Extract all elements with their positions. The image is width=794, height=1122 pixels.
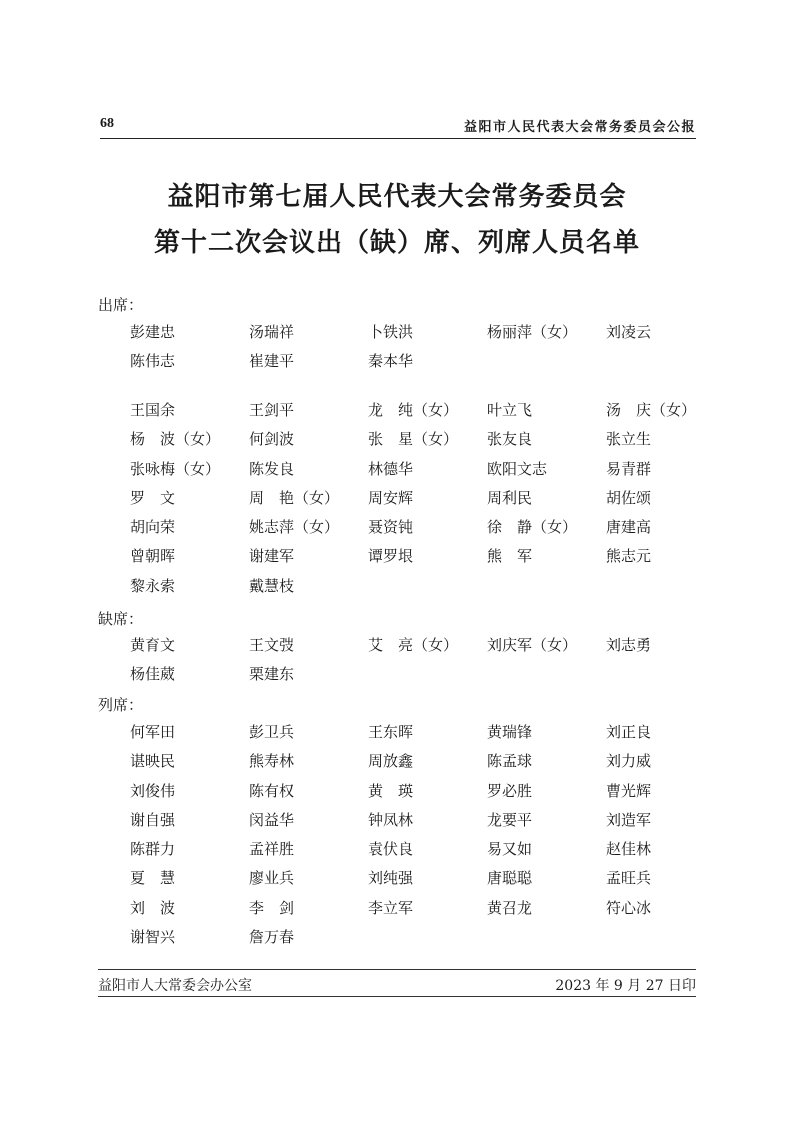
- non-voting-list: [130, 718, 725, 952]
- member-name: 廖业兵: [249, 869, 295, 888]
- non-voting-section-label: 列席：: [98, 696, 144, 714]
- member-name: 刘庆军（女）: [487, 636, 578, 654]
- member-name: 刘 波: [130, 898, 176, 917]
- member-name: 王东晖: [368, 723, 414, 741]
- member-name: 王国余: [130, 401, 176, 419]
- member-name: 袁伏良: [368, 840, 414, 859]
- member-name: 熊寿林: [249, 752, 295, 771]
- member-name: 刘力威: [606, 752, 652, 771]
- member-name: 何剑波: [249, 430, 295, 449]
- footer-bottom-rule: [98, 996, 696, 997]
- member-name: 周安辉: [368, 488, 414, 507]
- member-name: 崔建平: [249, 352, 295, 371]
- member-name: 詹万春: [249, 928, 295, 947]
- member-name: 戴慧枝: [249, 576, 295, 595]
- member-name: 陈孟球: [487, 752, 533, 771]
- footer-office: 益阳市人大常委会办公室: [98, 978, 252, 994]
- member-name: 谢智兴: [130, 928, 176, 947]
- member-name: 符心冰: [606, 898, 652, 917]
- member-name: 张立生: [606, 430, 652, 449]
- member-name: 唐聪聪: [487, 869, 533, 888]
- member-name: 黄召龙: [487, 898, 533, 917]
- member-name: 谌映民: [130, 752, 176, 771]
- member-name: 王剑平: [249, 401, 295, 419]
- member-name: 李立军: [368, 898, 414, 917]
- member-name: 张咏梅（女）: [130, 459, 221, 478]
- member-name: 张友良: [487, 430, 533, 449]
- member-name: 汤瑞祥: [249, 323, 295, 341]
- member-name: 栗建东: [249, 665, 295, 684]
- member-name: 夏 慧: [130, 869, 176, 888]
- member-name: 徐 静（女）: [487, 518, 578, 537]
- member-name: 刘凌云: [606, 323, 652, 341]
- member-name: 赵佳林: [606, 840, 652, 859]
- member-name: 黄育文: [130, 636, 176, 654]
- member-name: 刘俊伟: [130, 781, 176, 800]
- member-name: 熊 军: [487, 547, 533, 566]
- member-name: 张 星（女）: [368, 430, 459, 449]
- member-name: 胡佐颂: [606, 488, 652, 507]
- member-name: 陈发良: [249, 459, 295, 478]
- member-name: 龙 纯（女）: [368, 401, 459, 419]
- member-name: 周 艳（女）: [249, 488, 340, 507]
- member-name: 何军田: [130, 723, 176, 741]
- absent-list: [130, 631, 725, 690]
- document-title-line1: 益阳市第七届人民代表大会常务委员会: [167, 182, 627, 212]
- member-name: 陈有权: [249, 781, 295, 800]
- journal-title: 益阳市人民代表大会常务委员会公报: [463, 120, 696, 135]
- member-name: 陈伟志: [130, 352, 176, 371]
- member-name: 黄瑞锋: [487, 723, 533, 741]
- member-name: 欧阳文志: [487, 459, 548, 478]
- member-name: 孟旺兵: [606, 869, 652, 888]
- member-name: 叶立飞: [487, 401, 533, 419]
- footer-print-date: 2023 年 9 月 27 日印: [555, 978, 696, 994]
- member-name: 谢自强: [130, 810, 176, 829]
- member-name: 易青群: [606, 459, 652, 478]
- member-name: 谢建军: [249, 547, 295, 566]
- member-name: 聂资钝: [368, 518, 414, 537]
- member-name: 李 剑: [249, 898, 295, 917]
- member-name: 熊志元: [606, 547, 652, 566]
- member-name: 刘纯强: [368, 869, 414, 888]
- member-name: 曹光辉: [606, 781, 652, 800]
- member-name: 姚志萍（女）: [249, 518, 340, 537]
- attended-section-label: 出席：: [98, 296, 144, 314]
- member-name: 刘造军: [606, 810, 652, 829]
- page-number: 68: [100, 116, 114, 131]
- member-name: 胡向荣: [130, 518, 176, 537]
- member-name: 汤 庆（女）: [606, 401, 697, 419]
- member-name: 周利民: [487, 488, 533, 507]
- member-name: 王文弢: [249, 636, 295, 654]
- page-header: [100, 114, 696, 139]
- member-name: 谭罗垠: [368, 547, 414, 566]
- document-title-line2: 第十二次会议出（缺）席、列席人员名单: [153, 228, 640, 258]
- footer-top-rule: [98, 969, 696, 970]
- attended-group1-list: [130, 318, 725, 377]
- absent-section-label: 缺席：: [98, 610, 144, 628]
- member-name: 钟凤林: [368, 810, 414, 829]
- member-name: 林德华: [368, 459, 414, 478]
- member-name: 艾 亮（女）: [368, 636, 459, 654]
- member-name: 罗 文: [130, 488, 176, 507]
- member-name: 黄 瑛: [368, 781, 414, 800]
- member-name: 刘志勇: [606, 636, 652, 654]
- member-name: 杨丽萍（女）: [487, 323, 578, 341]
- member-name: 曾朝晖: [130, 547, 176, 566]
- member-name: 唐建高: [606, 518, 652, 537]
- member-name: 彭卫兵: [249, 723, 295, 741]
- attended-group2-list: [130, 396, 725, 601]
- member-name: 彭建忠: [130, 323, 176, 341]
- member-name: 陈群力: [130, 840, 176, 859]
- member-name: 孟祥胜: [249, 840, 295, 859]
- member-name: 黎永索: [130, 576, 176, 595]
- member-name: 杨佳葳: [130, 665, 176, 684]
- member-name: 龙要平: [487, 810, 533, 829]
- member-name: 卜铁洪: [368, 323, 414, 341]
- member-name: 刘正良: [606, 723, 652, 741]
- member-name: 周放鑫: [368, 752, 414, 771]
- member-name: 罗必胜: [487, 781, 533, 800]
- member-name: 闵益华: [249, 810, 295, 829]
- member-name: 易又如: [487, 840, 533, 859]
- member-name: 秦本华: [368, 352, 414, 371]
- member-name: 杨 波（女）: [130, 430, 221, 449]
